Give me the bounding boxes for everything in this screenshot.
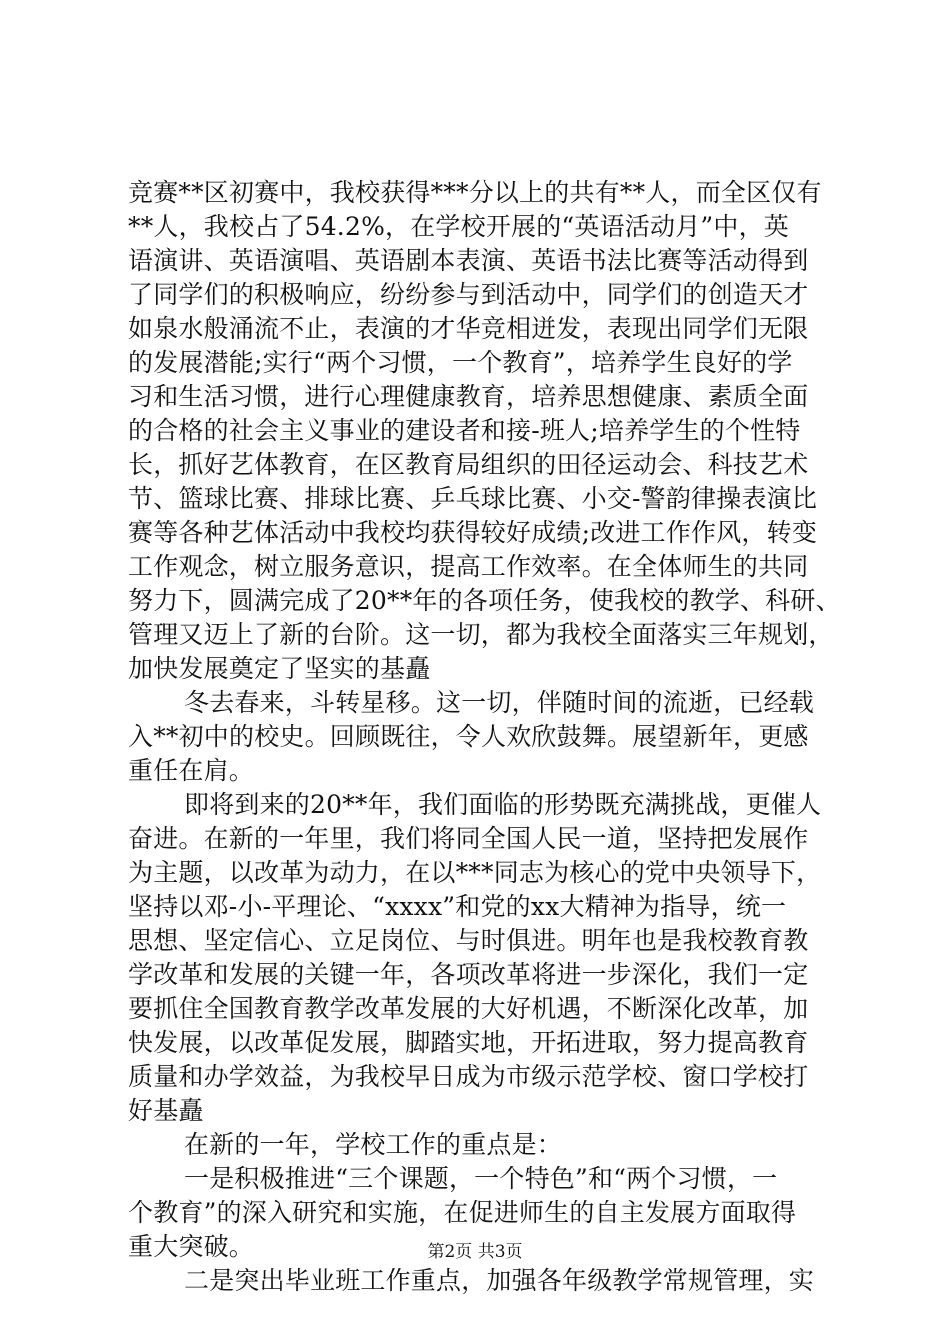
document-body bbox=[128, 176, 841, 1298]
paragraph-start-line: 一是积极推进“三个课题，一个特色”和“两个习惯，一 bbox=[184, 1164, 778, 1193]
text-line: 竞赛**区初赛中，我校获得***分以上的共有**人，而全区仅有 bbox=[128, 178, 822, 207]
text-line: 学改革和发展的关键一年，各项改革将进一步深化，我们一定 bbox=[128, 960, 809, 989]
page-number-footer: 第2页 共3页 bbox=[427, 1242, 523, 1262]
text-line: 节、篮球比赛、排球比赛、乒乓球比赛、小交-警韵律操表演比 bbox=[128, 484, 818, 513]
text-line: 长，抓好艺体教育，在区教育局组织的田径运动会、科技艺术 bbox=[128, 450, 809, 479]
text-line: 赛等各种艺体活动中我校均获得较好成绩;改进工作作风，转变 bbox=[128, 518, 818, 547]
text-line: 加快发展奠定了坚实的基矗 bbox=[128, 654, 431, 683]
text-line: 重任在肩。 bbox=[128, 756, 255, 785]
text-line: 管理又迈上了新的台阶。这一切，都为我校全面落实三年规划， bbox=[128, 620, 834, 649]
text-line: 奋进。在新的一年里，我们将同全国人民一道，坚持把发展作 bbox=[128, 824, 809, 853]
text-line: **人，我校占了54.2%，在学校开展的“英语活动月”中，英 bbox=[128, 212, 789, 241]
paragraph-start-line: 在新的一年，学校工作的重点是： bbox=[184, 1130, 563, 1159]
text-line: 语演讲、英语演唱、英语剧本表演、英语书法比赛等活动得到 bbox=[128, 246, 809, 275]
text-line: 重大突破。 bbox=[128, 1232, 255, 1261]
text-line: 入**初中的校史。回顾既往，令人欢欣鼓舞。展望新年，更感 bbox=[128, 722, 809, 751]
text-line: 坚持以邓-小-平理论、“xxxx”和党的xx大精神为指导，统一 bbox=[128, 892, 787, 921]
paragraph-start-line: 即将到来的20**年，我们面临的形势既充满挑战，更催人 bbox=[184, 790, 822, 819]
text-line: 的发展潜能;实行“两个习惯，一个教育”，培养学生良好的学 bbox=[128, 348, 793, 377]
text-line: 了同学们的积极响应，纷纷参与到活动中，同学们的创造天才 bbox=[128, 280, 809, 309]
text-line: 个教育”的深入研究和实施，在促进师生的自主发展方面取得 bbox=[128, 1198, 797, 1227]
text-line: 思想、坚定信心、立足岗位、与时俱进。明年也是我校教育教 bbox=[128, 926, 809, 955]
text-line: 的合格的社会主义事业的建设者和接-班人;培养学生的个性特 bbox=[128, 416, 801, 445]
text-line: 习和生活习惯，进行心理健康教育，培养思想健康、素质全面 bbox=[128, 382, 809, 411]
text-line: 努力下，圆满完成了20**年的各项任务，使我校的教学、科研、 bbox=[128, 586, 841, 615]
paragraph-start-line: 二是突出毕业班工作重点，加强各年级教学常规管理，实 bbox=[184, 1266, 815, 1295]
text-line: 好基矗 bbox=[128, 1096, 204, 1125]
text-line: 快发展，以改革促发展，脚踏实地，开拓进取，努力提高教育 bbox=[128, 1028, 809, 1057]
paragraph-start-line: 冬去春来，斗转星移。这一切，伴随时间的流逝，已经载 bbox=[184, 688, 815, 717]
text-line: 要抓住全国教育教学改革发展的大好机遇，不断深化改革，加 bbox=[128, 994, 809, 1023]
text-line: 如泉水般涌流不止，表演的才华竞相迸发，表现出同学们无限 bbox=[128, 314, 809, 343]
text-line: 为主题，以改革为动力，在以***同志为核心的党中央领导下， bbox=[128, 858, 822, 887]
text-line: 质量和办学效益，为我校早日成为市级示范学校、窗口学校打 bbox=[128, 1062, 809, 1091]
text-line: 工作观念，树立服务意识，提高工作效率。在全体师生的共同 bbox=[128, 552, 809, 581]
